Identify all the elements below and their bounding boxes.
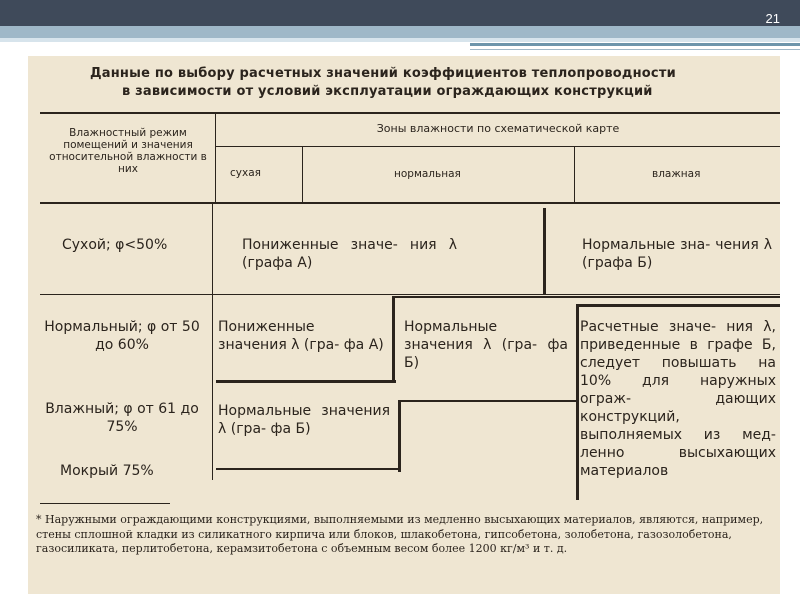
cell-calc-note: Расчетные значе- ния λ, приведенные в графе Б, следует повышать на 10% для наружных ограж- дающих конструкций, выполняемых из мед- ленно высыхающих материалов (580, 319, 776, 479)
row-normal-label: Нормальный; φ от 50 до 60% (44, 319, 200, 353)
document-title-line-2: в зависимости от условий эксплуатации ограждающих конструкций (122, 84, 653, 99)
table-top-rule (40, 112, 780, 114)
cell-normal-normal: Нормальные значения λ (гра- фа Б) (404, 319, 568, 371)
row-label-divider (212, 204, 213, 480)
slide-decor-stripe (0, 26, 800, 38)
footnote: * Наружными ограждающими конструкциями, выполняемыми из медленно высыхающих материалов, являются, например, стены сплошной кладки из силикатного кирпича или блоков, шлакобетона, гипсобетона, золобетона, газозолобетона, газосиликата, перлитобетона, керамзитобетона с объемным весом более 1200 кг/м³ и т. д. (36, 513, 764, 555)
cell-normal-low: Пониженные значения λ (гра- фа А) (218, 319, 384, 353)
dry-row-divider (543, 208, 546, 294)
footnote-rule (40, 503, 170, 504)
calc-top-rule (578, 304, 780, 307)
zones-rule (216, 146, 780, 147)
normal-zone-top-rule (392, 296, 780, 298)
row-header: Влажностный режим помещений и значения относительной влажности в них (49, 127, 207, 175)
cell-dry-normal: Нормальные зна- чения λ (графа Б) (582, 237, 772, 271)
zone-wet-label: влажная (652, 168, 701, 180)
normal-col-divider (574, 146, 575, 202)
step-rule (400, 400, 576, 402)
slide-decor-stripe-light (0, 38, 800, 42)
zone-dry-label: сухая (230, 167, 261, 179)
row-wet-label: Мокрый 75% (60, 463, 154, 479)
dry-col-divider (302, 146, 303, 202)
humid-bottom-rule (216, 468, 400, 470)
slide-decor-rule (470, 43, 800, 46)
document-title-line-1: Данные по выбору расчетных значений коэффициентов теплопроводности (90, 66, 676, 81)
row-humid-label: Влажный; φ от 61 до 75% (45, 401, 199, 435)
cell-dry-low: Пониженные значе- ния λ (графа А) (242, 237, 457, 271)
dry-row-bottom-rule (40, 294, 780, 295)
zone-normal-label: нормальная (394, 168, 461, 180)
slide-top-bar (0, 0, 800, 26)
normal-low-divider (392, 296, 395, 380)
header-bottom-rule (40, 202, 780, 204)
normal-low-bottom-rule (216, 380, 396, 383)
zones-header: Зоны влажности по схематической карте (376, 122, 620, 135)
slide-decor-rule-thin (470, 49, 800, 50)
slide-number: 21 (765, 11, 780, 26)
row-dry-label: Сухой; φ<50% (62, 237, 168, 253)
cell-humid-normal: Нормальные значения λ (гра- фа Б) (218, 403, 390, 437)
step-divider (398, 400, 401, 472)
calc-left-rule (576, 304, 579, 500)
